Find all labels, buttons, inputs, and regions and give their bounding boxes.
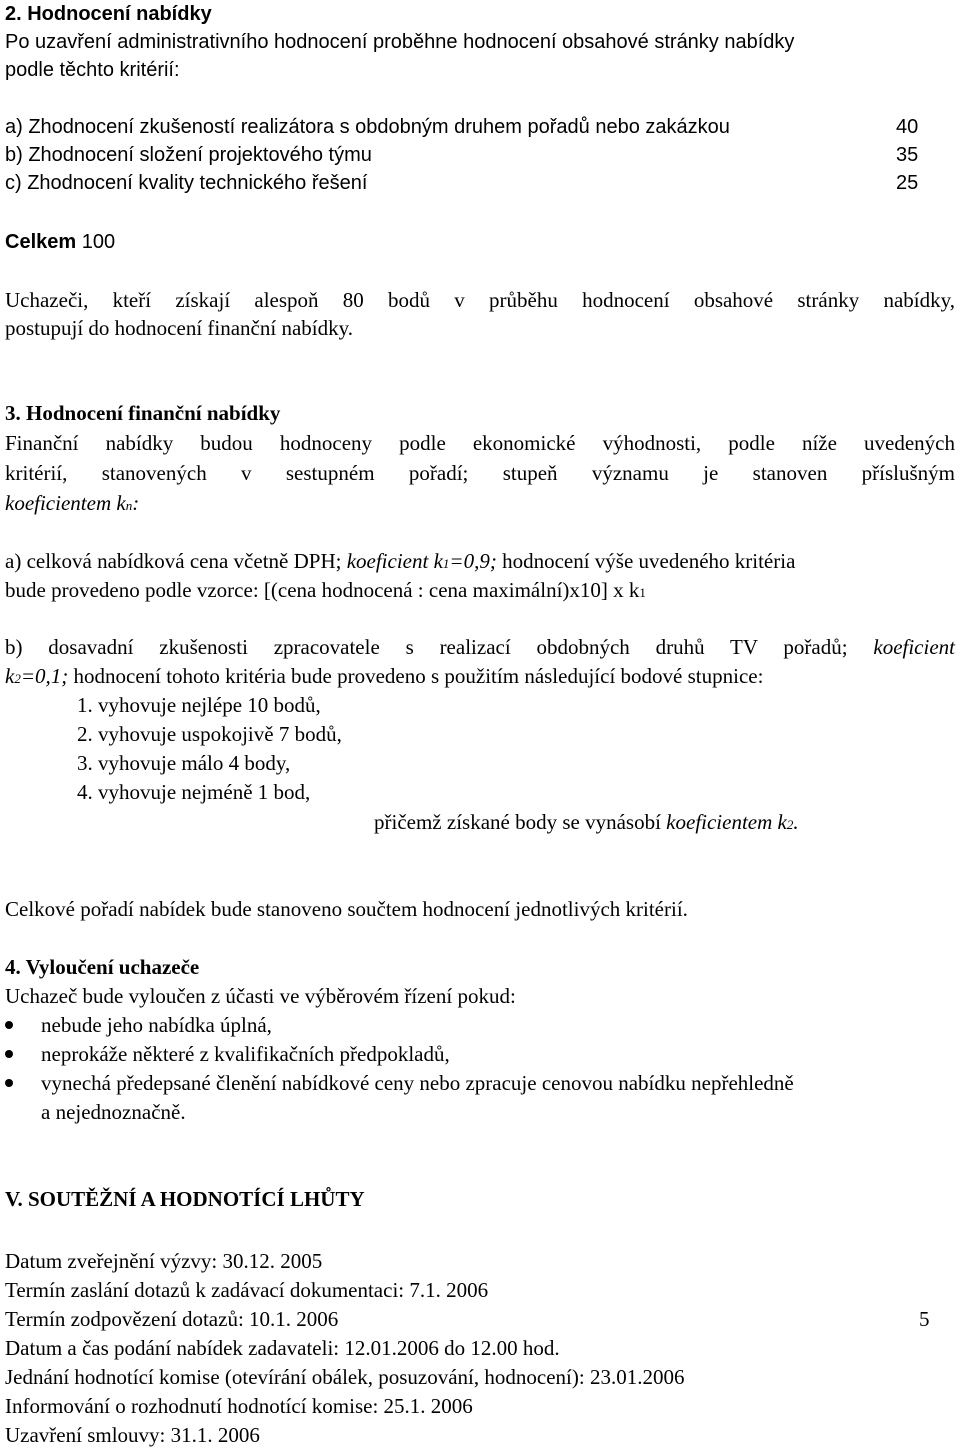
threshold-line-2: postupují do hodnocení finanční nabídky. [5,316,353,340]
section-3-intro-line-1: Finanční nabídky budou hodnoceny podle ekonomické výhodnosti, podle níže uvedených [5,431,955,455]
price-formula: bude provedeno podle vzorce: [(cena hodnocená : cena maximální)x10] x k [5,578,640,602]
date-contract: Uzavření smlouvy: 31.1. 2006 [5,1423,260,1447]
criterion-experience-line-2 [5,662,763,693]
scale-item-1: 1. vyhovuje nejlépe 10 bodů, [77,693,321,717]
scale-item-3: 3. vyhovuje málo 4 body, [77,751,291,775]
date-committee-meeting: Jednání hodnotící komise (otevírání obálek, posuzování, hodnocení): 23.01.2006 [5,1365,685,1389]
criterion-a-label: a) Zhodnocení zkušeností realizátora s obdobným druhem pořadů nebo zakázkou [5,116,730,138]
date-submission: Datum a čas podání nabídek zadavateli: 12.01.2006 do 12.00 hod. [5,1336,560,1360]
total-label: Celkem [5,231,77,253]
exclusion-item-1: nebude jeho nabídka úplná, [41,1013,272,1037]
total-value: 100 [81,231,116,253]
experience-k: k [5,664,15,688]
exclusion-item-3-continuation: a nejednoznačně. [41,1100,186,1124]
criterion-b-label: b) Zhodnocení složení projektového týmu [5,144,372,166]
experience-pre: b) dosavadní zkušenosti zpracovatele s realizací obdobných druhů TV pořadů; [5,635,874,659]
threshold-line-1: Uchazeči, kteří získají alespoň 80 bodů v průběhu hodnocení obsahové stránky nabídky, [5,288,955,312]
bullet-icon [5,1079,13,1087]
exclusion-item-2: neprokáže některé z kvalifikačních předpokladů, [41,1042,450,1066]
experience-k-val: =0,1; [20,664,69,688]
section-3-heading: 3. Hodnocení finanční nabídky [5,401,281,425]
coef-kn-colon: : [132,491,140,515]
criterion-b-points: 35 [896,144,919,166]
date-notification: Informování o rozhodnutí hodnotící komise: 25.1. 2006 [5,1394,473,1418]
price-koef: koeficient k [346,549,443,573]
multiply-koef: koeficientem k [666,810,787,834]
overall-ranking: Celkové pořadí nabídek bude stanoveno součtem hodnocení jednotlivých kritérií. [5,897,688,921]
criterion-c-label: c) Zhodnocení kvality technického řešení [5,172,368,194]
price-formula-sub: 1 [639,585,646,600]
scale-item-2: 2. vyhovuje uspokojivě 7 bodů, [77,722,342,746]
total-line [5,228,115,256]
price-pre: a) celková nabídková cena včetně DPH; [5,549,347,573]
coef-kn-text: koeficientem k [5,491,126,515]
criterion-c-points: 25 [896,172,919,194]
date-publication: Datum zveřejnění výzvy: 30.12. 2005 [5,1249,323,1273]
criterion-price-line-2 [5,576,646,607]
section-2-heading: 2. Hodnocení nabídky [5,3,212,25]
section-4-heading: 4. Vyloučení uchazeče [5,955,200,979]
exclusion-item-3: vynechá předepsané členění nabídkové ceny nebo zpracuje cenovou nabídku nepřehledně [41,1071,794,1095]
criterion-price-line-1 [5,547,795,578]
price-koef-val: =0,9; [449,549,497,573]
price-post: hodnocení výše uvedeného kritéria [496,549,796,573]
multiply-line [374,808,799,839]
coef-kn-sub: n [125,498,133,513]
section-3-intro-line-2: kritérií, stanovených v sestupném pořadí; stupeň významu je stanoven příslušným [5,461,955,485]
price-koef-sub: 1 [442,556,450,571]
date-answers: Termín zodpovězení dotazů: 10.1. 2006 [5,1307,339,1331]
page-number: 5 [919,1307,930,1331]
multiply-end: . [793,810,799,834]
criterion-experience-line-1 [5,633,955,661]
multiply-koef-sub: 2 [786,817,794,832]
criterion-a-points: 40 [896,116,919,138]
bullet-icon [5,1021,13,1029]
bullet-icon [5,1050,13,1058]
section-v-heading: V. SOUTĚŽNÍ A HODNOTÍCÍ LHŮTY [5,1187,365,1211]
section-3-coefficient-line [5,489,139,520]
multiply-pre: přičemž získané body se vynásobí [374,810,667,834]
scale-item-4: 4. vyhovuje nejméně 1 bod, [77,780,311,804]
date-questions-deadline: Termín zaslání dotazů k zadávací dokumentaci: 7.1. 2006 [5,1278,489,1302]
experience-k-sub: 2 [14,671,21,686]
experience-post: hodnocení tohoto kritéria bude provedeno s použitím následující bodové stupnice: [68,664,764,688]
experience-koef: koeficient [873,635,955,659]
section-2-intro-line-1: Po uzavření administrativního hodnocení proběhne hodnocení obsahové stránky nabídky [5,31,795,53]
section-4-intro: Uchazeč bude vyloučen z účasti ve výběrovém řízení pokud: [5,984,516,1008]
section-2-intro-line-2: podle těchto kritérií: [5,59,180,81]
